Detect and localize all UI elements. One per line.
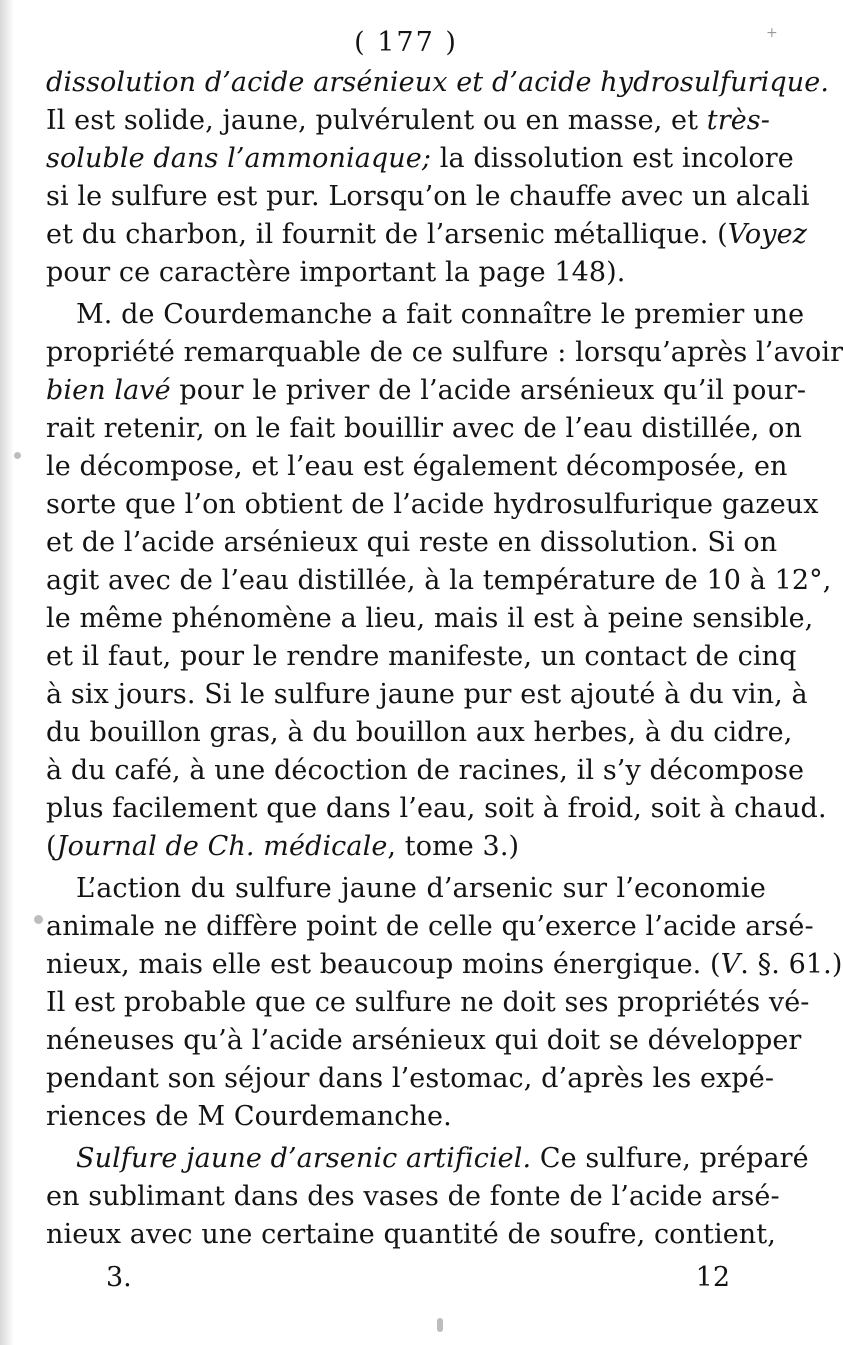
text-line: le même phénomène a lieu, mais il est à peine sensible,: [46, 603, 814, 634]
text-line: à six jours. Si le sulfure jaune pur est ajouté à du vin, à: [46, 679, 808, 710]
text-line: dissolution d’acide arsénieux et d’acide hydrosulfurique.: [46, 67, 830, 98]
text-line: et il faut, pour le rendre manifeste, un contact de cinq: [46, 641, 797, 672]
text-line: et du charbon, il fournit de l’arsenic métallique. (Voyez: [46, 219, 807, 250]
text-line: à du café, à une décoction de racines, il s’y décompose: [46, 755, 805, 786]
text-line: le décompose, et l’eau est également décomposée, en: [46, 451, 788, 482]
text-line: M. de Courdemanche a fait connaître le premier une: [76, 299, 805, 330]
text-line: bien lavé pour le priver de l’acide arsénieux qu’il pour-: [46, 375, 807, 406]
crop-mark-icon: +: [766, 25, 778, 41]
text-line: et de l’acide arsénieux qui reste en dissolution. Si on: [46, 527, 778, 558]
text-line: en sublimant dans des vases de fonte de l’acide arsé-: [46, 1181, 780, 1212]
paper-speck: [14, 452, 21, 459]
text-line: nieux, mais elle est beaucoup moins énergique. (V. §. 61.): [46, 949, 843, 980]
text-line: animale ne diffère point de celle qu’exerce l’acide arsé-: [46, 911, 814, 942]
text-line: Sulfure jaune d’arsenic artificiel. Ce sulfure, préparé: [76, 1143, 809, 1174]
paper-speck: [437, 1318, 443, 1332]
text-line: du bouillon gras, à du bouillon aux herbes, à du cidre,: [46, 717, 793, 748]
text-line: nieux avec une certaine quantité de soufre, contient,: [46, 1219, 776, 1250]
text-line: propriété remarquable de ce sulfure : lorsqu’après l’avoir: [46, 337, 843, 368]
text-line: pour ce caractère important la page 148).: [46, 257, 626, 288]
page-text: [46, 24, 843, 1254]
text-line: si le sulfure est pur. Lorsqu’on le chauffe avec un alcali: [46, 181, 810, 212]
text-line: agit avec de l’eau distillée, à la température de 10 à 12°,: [46, 565, 832, 596]
text-line: (Journal de Ch. médicale, tome 3.): [46, 831, 520, 862]
text-line: sorte que l’on obtient de l’acide hydrosulfurique gazeux: [46, 489, 819, 520]
signature-mark: 3.: [106, 1262, 132, 1293]
page-footer: [106, 1262, 730, 1293]
text-line: riences de M Courdemanche.: [46, 1101, 452, 1132]
text-line: soluble dans l’ammoniaque; la dissolution est incolore: [46, 143, 794, 174]
text-line: Il est solide, jaune, pulvérulent ou en masse, et très-: [46, 105, 770, 136]
text-line: pendant son séjour dans l’estomac, d’après les expé-: [46, 1063, 775, 1094]
paper-speck: [34, 915, 43, 924]
text-line: néneuses qu’à l’acide arsénieux qui doit se développer: [46, 1025, 802, 1056]
text-line: plus facilement que dans l’eau, soit à froid, soit à chaud.: [46, 793, 827, 824]
text-line: Il est probable que ce sulfure ne doit ses propriétés vé-: [46, 987, 810, 1018]
folio-number: 12: [695, 1262, 730, 1293]
text-line: rait retenir, on le fait bouillir avec de l’eau distillée, on: [46, 413, 802, 444]
page-number: ( 177 ): [354, 27, 458, 58]
text-line: L’action du sulfure jaune d’arsenic sur l’economie: [76, 873, 766, 904]
